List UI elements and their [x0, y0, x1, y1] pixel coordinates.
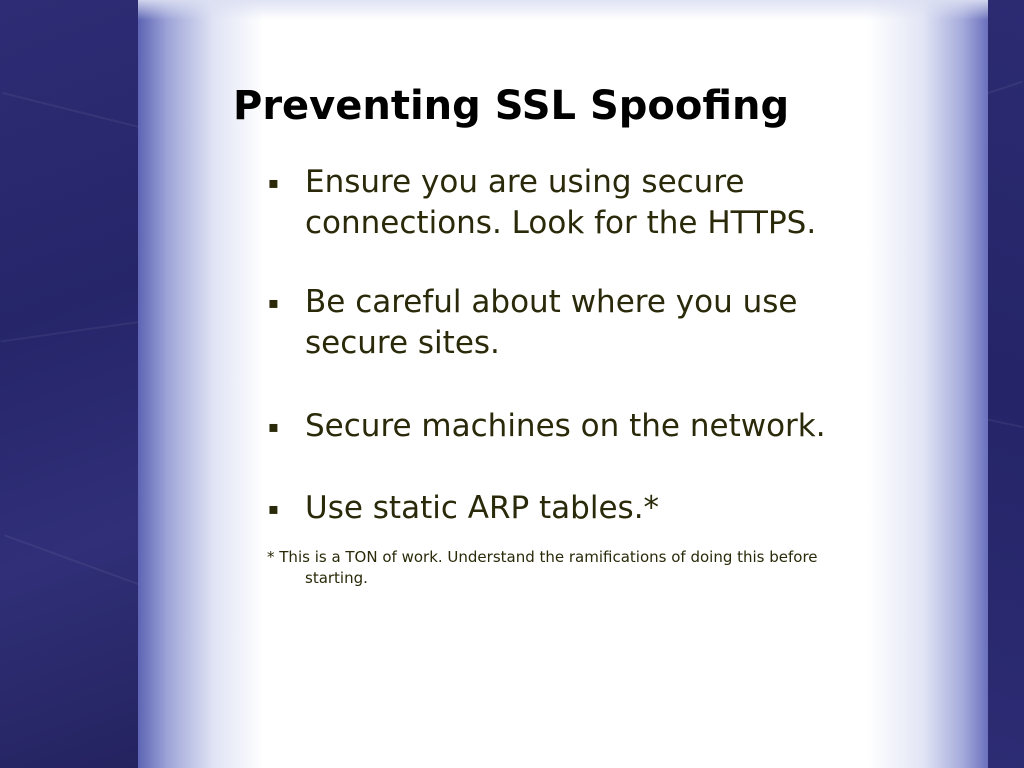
bullet-text-line: secure sites.	[305, 325, 500, 361]
bullet-text-line: Use static ARP tables.*	[305, 490, 660, 526]
square-bullet-icon: ▪	[268, 293, 279, 312]
slide-title: Preventing SSL Spoofing	[233, 83, 790, 129]
backdrop-stroke	[2, 92, 148, 130]
bullet-text-line: Secure machines on the network.	[305, 408, 826, 444]
bullet-text-line: Be careful about where you use	[305, 284, 798, 320]
square-bullet-icon: ▪	[268, 417, 279, 436]
square-bullet-icon: ▪	[268, 499, 279, 518]
square-bullet-icon: ▪	[268, 173, 279, 192]
backdrop-stroke	[1, 320, 150, 343]
footnote-line: * This is a TON of work. Understand the ramifications of doing this before	[267, 548, 818, 566]
backdrop-stroke	[4, 534, 146, 587]
bullet-item	[262, 162, 816, 244]
bullet-text-line: connections. Look for the HTTPS.	[305, 205, 817, 241]
backdrop-left	[0, 0, 150, 768]
bullet-item	[262, 406, 826, 447]
footnote	[267, 547, 917, 589]
bullet-item	[262, 488, 659, 529]
bullet-text-line: Ensure you are using secure	[305, 164, 745, 200]
bullet-item	[262, 282, 797, 364]
footnote-line: starting.	[305, 569, 368, 587]
content-panel-top-fade	[138, 0, 988, 20]
